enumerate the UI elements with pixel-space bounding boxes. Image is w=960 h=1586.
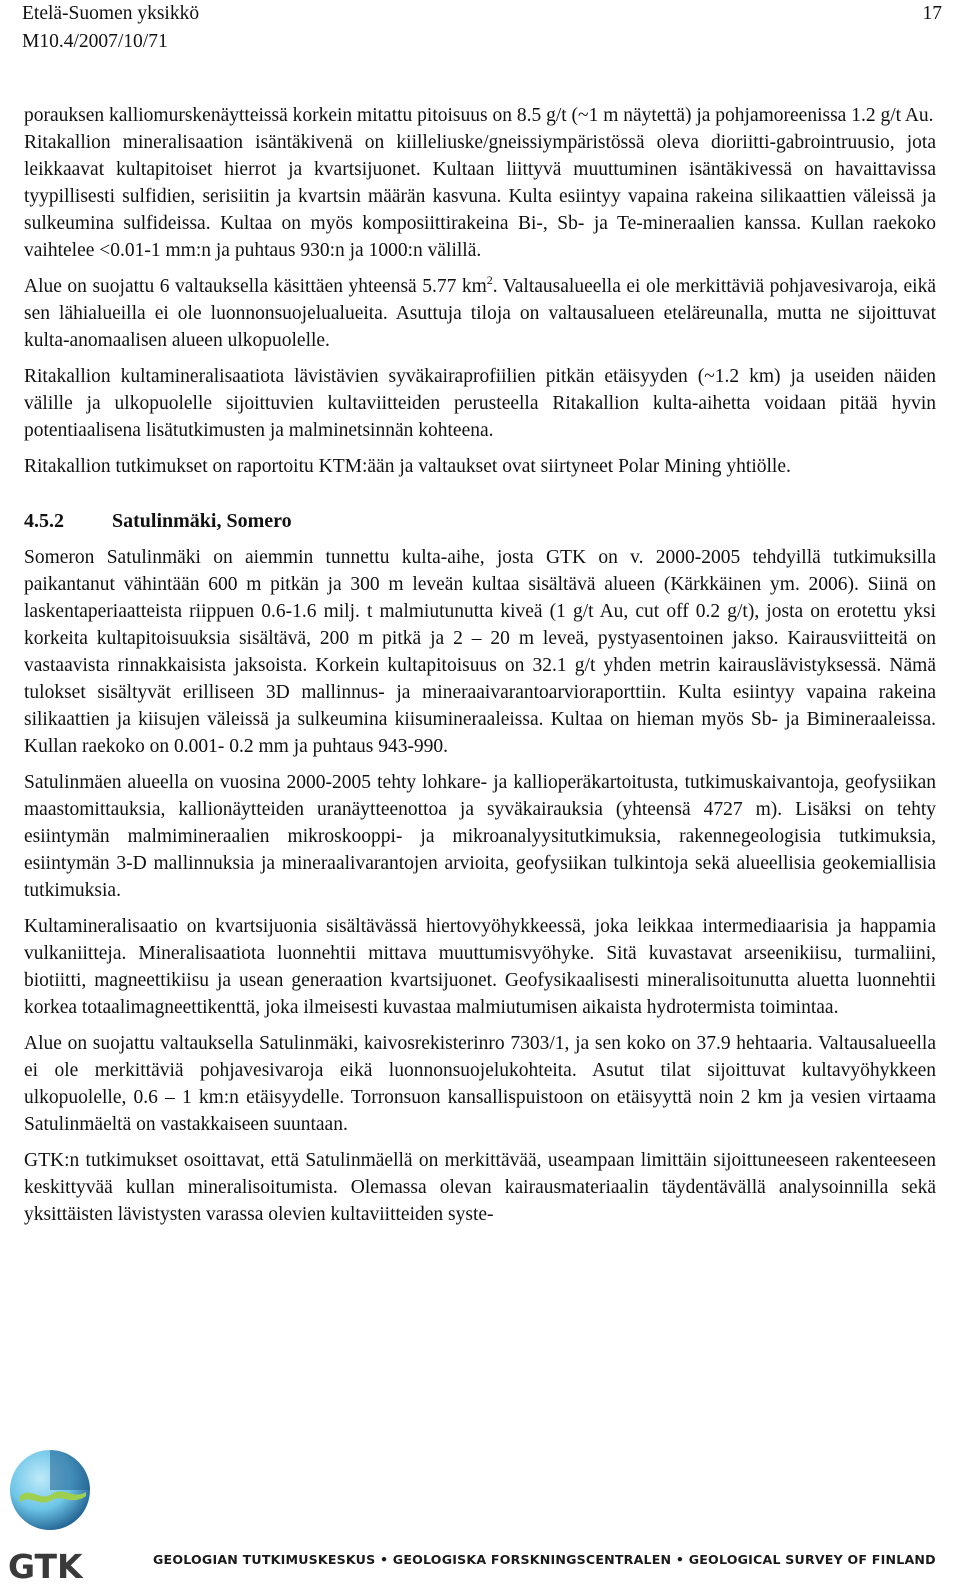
paragraph: GTK:n tutkimukset osoittavat, että Satulinmäellä on merkittävää, useampaan limittäin sijoittuneeseen rakenteeseen keskittyvää kullan mineralisoitumista. Olemassa olevan kairausmateriaalin täydentävällä analysoinnilla sekä yksittäisten lävistysten varassa olevien kultaviitteiden syste-	[24, 1150, 936, 1225]
footer-banner: GEOLOGIAN TUTKIMUSKESKUS • GEOLOGISKA FORSKNINGSCENTRALEN • GEOLOGICAL SURVEY OF FINLAND	[153, 1552, 936, 1567]
paragraph: porauksen kalliomurskenäytteissä korkein mitattu pitoisuus on 8.5 g/t (~1 m näytettä) ja pohjamoreenissa 1.2 g/t Au.	[24, 105, 934, 126]
paragraph: Ritakallion tutkimukset on raportoitu KTM:ään ja valtaukset ovat siirtyneet Polar Mining yhtiölle.	[24, 456, 791, 477]
superscript: 2	[486, 273, 493, 287]
paragraph: Someron Satulinmäki on aiemmin tunnettu kulta-aihe, josta GTK on v. 2000-2005 tehdyillä tutkimuksilla paikantanut vähintään 600 m pitkän ja 300 m leveän kultaa sisältävä alueen (Kärkkäinen ym. 2006). Siinä on laskentaperiaatteista riippuen 0.6-1.6 milj. t malmiutunutta kiveä (1 g/t Au, cut off 0.2 g/t), josta on erotettu yksi korkeita kultapitoisuuksia sisältävä, 200 m pitkä ja 2 – 20 m leveä, pystyasentoinen jakso. Kairausviitteitä on vastaavista rinnakkaisista jaksoista. Korkein kultapitoisuus on 32.1 g/t yhden metrin kairauslävistyksessä. Nämä tulokset sisältyvät erilliseen 3D mallinnus- ja mineraaivarantoarvioraporttiin. Kulta esiintyy vapaina rakeina silikaattien ja kiisujen väleissä ja sulkeumina kiisumineraaleissa. Kultaa on hieman myös Sb- ja Bimineraaleissa. Kullan raekoko on 0.001- 0.2 mm ja puhtaus 943-990.	[24, 547, 936, 757]
paragraph: Kultamineralisaatio on kvartsijuonia sisältävässä hiertovyöhykkeessä, joka leikkaa intermediaarisia ja happamia vulkaniitteja. Mineralisaatiota luonnehtii mittava muuttumisvyöhyke. Sitä kuvastavat arseenikiisu, turmaliini, biotiitti, magneettikiisu ja usean generaation kvartsijuonet. Geofysikaalisesti mineralisoitunutta aluetta luonnehtii korkea totaalimagneettikenttä, joka ilmeisesti kuvastaa malmiutumisen aikaista hydrotermista toimintaa.	[24, 916, 936, 1018]
header-org: Etelä-Suomen yksikkö	[22, 3, 200, 24]
paragraph: Ritakallion kultamineralisaatiota lävistävien syväkairaprofiilien pitkän etäisyyden (~1.2 km) ja useiden näiden välille ja ulkopuolelle sijoittuvien kultaviitteiden perusteella Ritakallion kulta-aihetta voidaan pitää hyvin potentiaalisena lisätutkimusten ja malminetsinnän kohteena.	[24, 366, 936, 441]
paragraph-text: . Valtausalueella ei ole merkittäviä pohjavesivaroja, eikä sen lähialueilla ei ole luonnonsuojelualueita. Asuttuja tiloja on valtausalueen eteläreunalla, mutta ne sijoittuvat kulta-anomaalisen alueen ulkopuolelle.	[24, 276, 936, 351]
paragraph-text: Alue on suojattu 6 valtauksella käsittäen yhteensä 5.77 km	[24, 276, 487, 297]
paragraph	[24, 273, 936, 354]
document-body	[24, 102, 936, 1237]
page-number: 17	[922, 3, 942, 24]
page-header	[22, 0, 942, 56]
logo-text: GTK	[8, 1547, 83, 1584]
page-footer	[0, 1432, 960, 1586]
paragraph: Ritakallion mineralisaation isäntäkivenä on kiilleliuske/gneissiympäristössä oleva dioriitti-gabrointruusio, jota leikkaavat kultapitoiset hierrot ja kvartsijuonet. Kultaan liittyvä muuttuminen isäntäkivessä on havaittavissa tyypillisesti sulfidien, serisiitin ja kvartsin määrän kasvuna. Kulta esiintyy vapaina rakeina silikaattien väleissä ja sulkeumina sulfideissa. Kultaa on myös komposiittirakeina Bi-, Sb- ja Te-mineraalien kanssa. Kullan raekoko vaihtelee <0.01-1 mm:n ja puhtaus 930:n ja 1000:n välillä.	[24, 132, 936, 261]
section-number: 4.5.2	[24, 510, 64, 532]
header-ref: M10.4/2007/10/71	[22, 31, 168, 52]
gtk-logo	[6, 1436, 96, 1584]
section-title: Satulinmäki, Somero	[112, 510, 292, 532]
section-heading	[24, 505, 936, 537]
paragraph: Satulinmäen alueella on vuosina 2000-2005 tehty lohkare- ja kallioperäkartoitusta, tutkimuskaivantoja, geofysiikan maastomittauksia, kallionäytteiden uranäytteenottoa ja syväkairauksia (yhteensä 4727 m). Lisäksi on tehty esiintymän malmimineraalien mikroskooppi- ja mikroanalyysitutkimuksia, rakennegeologisia tutkimuksia, esiintymän 3-D mallinnuksia ja mineraalivarantojen arvioita, geofysiikan tulkintoja sekä alueellisia geokemiallisia tutkimuksia.	[24, 772, 936, 901]
paragraph: Alue on suojattu valtauksella Satulinmäki, kaivosrekisterinro 7303/1, ja sen koko on 37.9 hehtaaria. Valtausalueella ei ole merkittäviä pohjavesivaroja eikä luonnonsuojelukohteita. Asutut tilat sijoittuvat kultavyöhykkeen ulkopuolelle, 0.6 – 1 km:n etäisyydelle. Torronsuon kansallispuistoon on etäisyyttä noin 2 km ja vesien virtaama Satulinmäeltä on vastakkaiseen suuntaan.	[24, 1033, 936, 1135]
